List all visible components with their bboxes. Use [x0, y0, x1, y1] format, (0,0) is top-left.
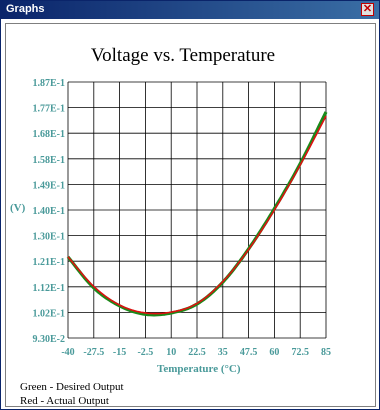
y-tick-label: 1.12E-1 — [32, 282, 65, 294]
chart-title: Voltage vs. Temperature — [90, 45, 276, 66]
y-tick-label: 9.30E-2 — [32, 334, 65, 345]
y-tick-label: 1.49E-1 — [32, 180, 65, 192]
y-tick-label: 1.02E-1 — [32, 308, 65, 320]
x-tick-label: -27.5 — [83, 347, 105, 358]
x-axis-label: Temperature (°C) — [157, 363, 241, 375]
x-tick-label: 60 — [269, 347, 280, 358]
x-tick-label: -40 — [61, 347, 75, 358]
y-tick-label: 1.21E-1 — [32, 257, 65, 269]
x-tick-label: -2.5 — [137, 347, 154, 358]
y-axis-label: (V) — [10, 202, 26, 214]
x-tick-label: 35 — [217, 347, 228, 358]
y-tick-label: 1.87E-1 — [32, 78, 65, 89]
x-tick-label: 47.5 — [239, 347, 258, 358]
voltage-temperature-chart — [6, 24, 375, 406]
x-tick-label: 85 — [321, 347, 331, 358]
legend-desired-output: Green - Desired Output — [20, 381, 124, 393]
legend-actual-output: Red - Actual Output — [20, 395, 109, 406]
chart-area — [5, 23, 376, 407]
y-tick-label: 1.77E-1 — [32, 103, 65, 115]
window-title: Graphs — [6, 3, 45, 15]
y-tick-label: 1.30E-1 — [32, 231, 65, 243]
x-tick-label: -15 — [112, 347, 127, 358]
close-button[interactable]: ✕ — [362, 3, 373, 15]
y-tick-label: 1.58E-1 — [32, 154, 65, 166]
y-tick-label: 1.68E-1 — [32, 129, 65, 141]
x-tick-label: 72.5 — [291, 347, 309, 358]
title-bar[interactable] — [1, 1, 379, 19]
x-tick-label: 22.5 — [188, 347, 206, 358]
x-tick-label: 10 — [166, 347, 177, 358]
y-tick-label: 1.40E-1 — [32, 206, 65, 217]
